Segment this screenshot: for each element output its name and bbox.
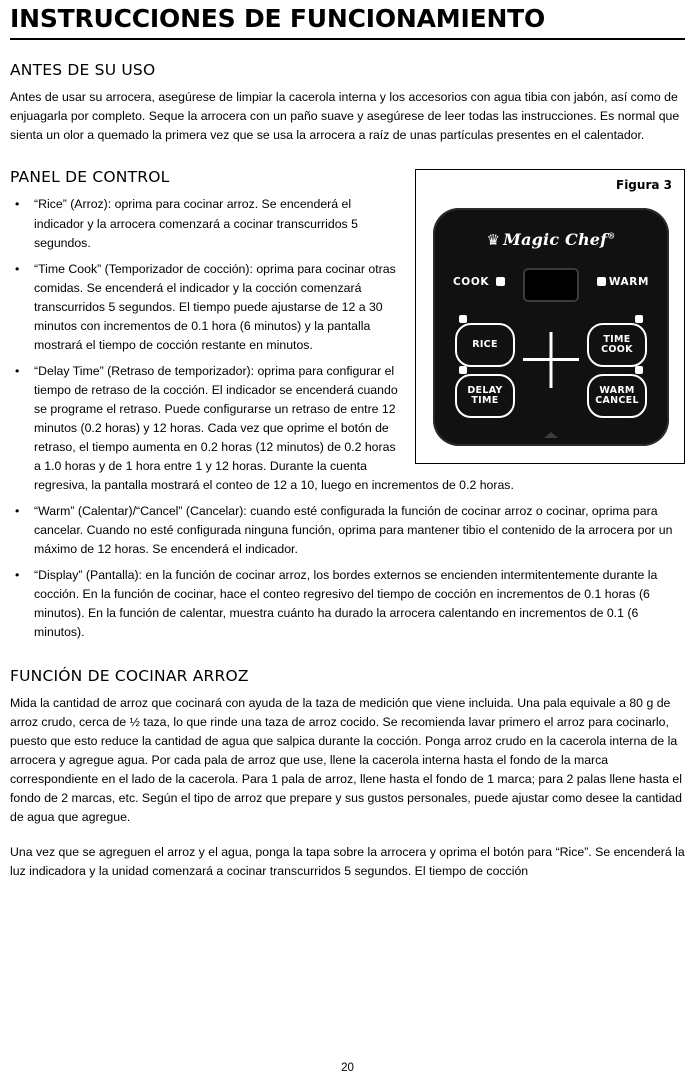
- label-warm: WARM: [608, 276, 649, 289]
- warm-cancel-button-label: WARM CANCEL: [595, 384, 639, 407]
- control-panel-bullet-list: [10, 195, 685, 642]
- list-item: [10, 362, 685, 495]
- bullet-icon: •: [15, 504, 20, 519]
- bullet-icon: •: [15, 568, 20, 583]
- list-item: [10, 195, 685, 252]
- registered-mark: ®: [607, 231, 616, 242]
- bullet-icon: •: [15, 363, 20, 378]
- figure-caption: Figura 3: [616, 178, 672, 193]
- rice-button-label: RICE: [472, 338, 498, 350]
- brand-name: Magic Chef: [503, 230, 608, 250]
- document-page: [0, 6, 695, 1082]
- spacer: [10, 650, 685, 668]
- list-item: [10, 502, 685, 559]
- paragraph-antes-de-su-uso: Antes de usar su arrocera, asegúrese de limpiar la cacerola interna y los accesorios con agua tibia con jabón, así como de enjuagarla por completo. Seque la arrocera con un paño suave y asegúrese de leer todas las instrucciones. Es normal que sienta un olor a quemado la primera vez que se usa la arrocera a raíz de unas partículas presentes en el calentador.: [10, 90, 680, 143]
- section-heading-funcion-de-cocinar-arroz: FUNCIÓN DE COCINAR ARROZ: [10, 666, 249, 685]
- bullet-icon: •: [15, 197, 20, 212]
- list-item-text: “Delay Time” (Retraso de temporizador): oprima para configurar el tiempo de retraso de la cocción. El indicador se encenderá cuando se programe el retraso. Puede configurarse un retraso de entre 12 minutos (0.2 horas) y 12 horas. Cada vez que oprime el botón de retraso, el tiempo aumenta en 0.2 horas (12 minutos) de 0.2 horas a 1.0 horas y de 1 hora entre 1 y 12 horas. Durante la cuenta regresiva, la pantalla mostrará el conteo de 12 a 10, luego en incrementos de 0.2 horas.: [34, 363, 514, 493]
- spacer: [10, 833, 685, 843]
- list-item: [10, 260, 685, 355]
- delay-time-button-label: DELAY TIME: [467, 384, 503, 407]
- list-item: [10, 566, 685, 642]
- list-item-text: “Display” (Pantalla): en la función de cocinar arroz, los bordes externos se encienden intermitentemente durante la cocción. En la función de cocinar, hace el conteo regresivo del tiempo de cocción en incrementos de 0.1 horas (6 minutos). En la función de calentar, muestra cuánto ha durado la arrocera calentando en incrementos de 0.1 (6 minutos).: [34, 568, 658, 640]
- label-cook: COOK: [453, 276, 490, 289]
- title-divider: [10, 38, 685, 40]
- paragraph-iniciar-coccion: Una vez que se agreguen el arroz y el agua, ponga la tapa sobre la arrocera y oprima el botón para “Rice”. Se encenderá la luz indicadora y la unidad comenzará a cocinar transcurridos 5 segundos. El tiempo de cocción: [10, 844, 685, 878]
- paragraph-medir-arroz: Mida la cantidad de arroz que cocinará con ayuda de la taza de medición que viene incluida. Una pala equivale a 80 g de arroz crudo, cerca de ½ taza, lo que rinde una taza de arroz cocido. Se recomienda lavar primero el arroz para cocinarlo, puesto que esto reduce la cantidad de agua que salpica durante la cocción. Ponga arroz crudo en la cacerola interna de la arrocera y agregue agua. Por cada pala de arroz que use, llene la cacerola interna hasta el fondo de la marca correspondiente en el lado de la cacerola. Para 1 pala de arroz, llene hasta el fondo de 1 marca; para 2 palas llene hasta el fondo de 2 marcas, etc. Según el tipo de arroz que prepare y sus gustos personales, puede ajustar como desee la cantidad de agua que agregue.: [10, 695, 682, 824]
- list-item-text: “Time Cook” (Temporizador de cocción): oprima para cocinar otras comidas. Se encenderá el indicador y la cocción comenzará transcurridos 5 segundos. El tiempo puede ajustarse de 12 a 30 minutos con incrementos de 0.1 hora (6 minutos) y la pantalla mostrará el tiempo de cocción restante en minutos.: [34, 261, 396, 352]
- spacer: [10, 151, 685, 169]
- page-title: INSTRUCCIONES DE FUNCIONAMIENTO: [10, 4, 546, 33]
- chef-hat-icon: ♛: [486, 231, 501, 250]
- section-heading-antes-de-su-uso: ANTES DE SU USO: [10, 61, 156, 80]
- list-item-text: “Rice” (Arroz): oprima para cocinar arroz. Se encenderá el indicador y la arrocera comenzará a cocinar transcurridos 5 segundos.: [34, 197, 358, 250]
- list-item-text: “Warm” (Calentar)/“Cancel” (Cancelar): cuando esté configurada la función de cocinar arroz o cocinar, oprima para cancelar. Cuando no esté configurada ninguna función, oprima para mantener tibio el contenido de la arrocera por un máximo de 12 horas. Se encenderá el indicador.: [34, 504, 673, 557]
- bullet-icon: •: [15, 261, 20, 276]
- page-number: 20: [341, 1062, 354, 1074]
- time-cook-button-label: TIME COOK: [601, 333, 633, 356]
- section-heading-panel-de-control: PANEL DE CONTROL: [10, 168, 170, 187]
